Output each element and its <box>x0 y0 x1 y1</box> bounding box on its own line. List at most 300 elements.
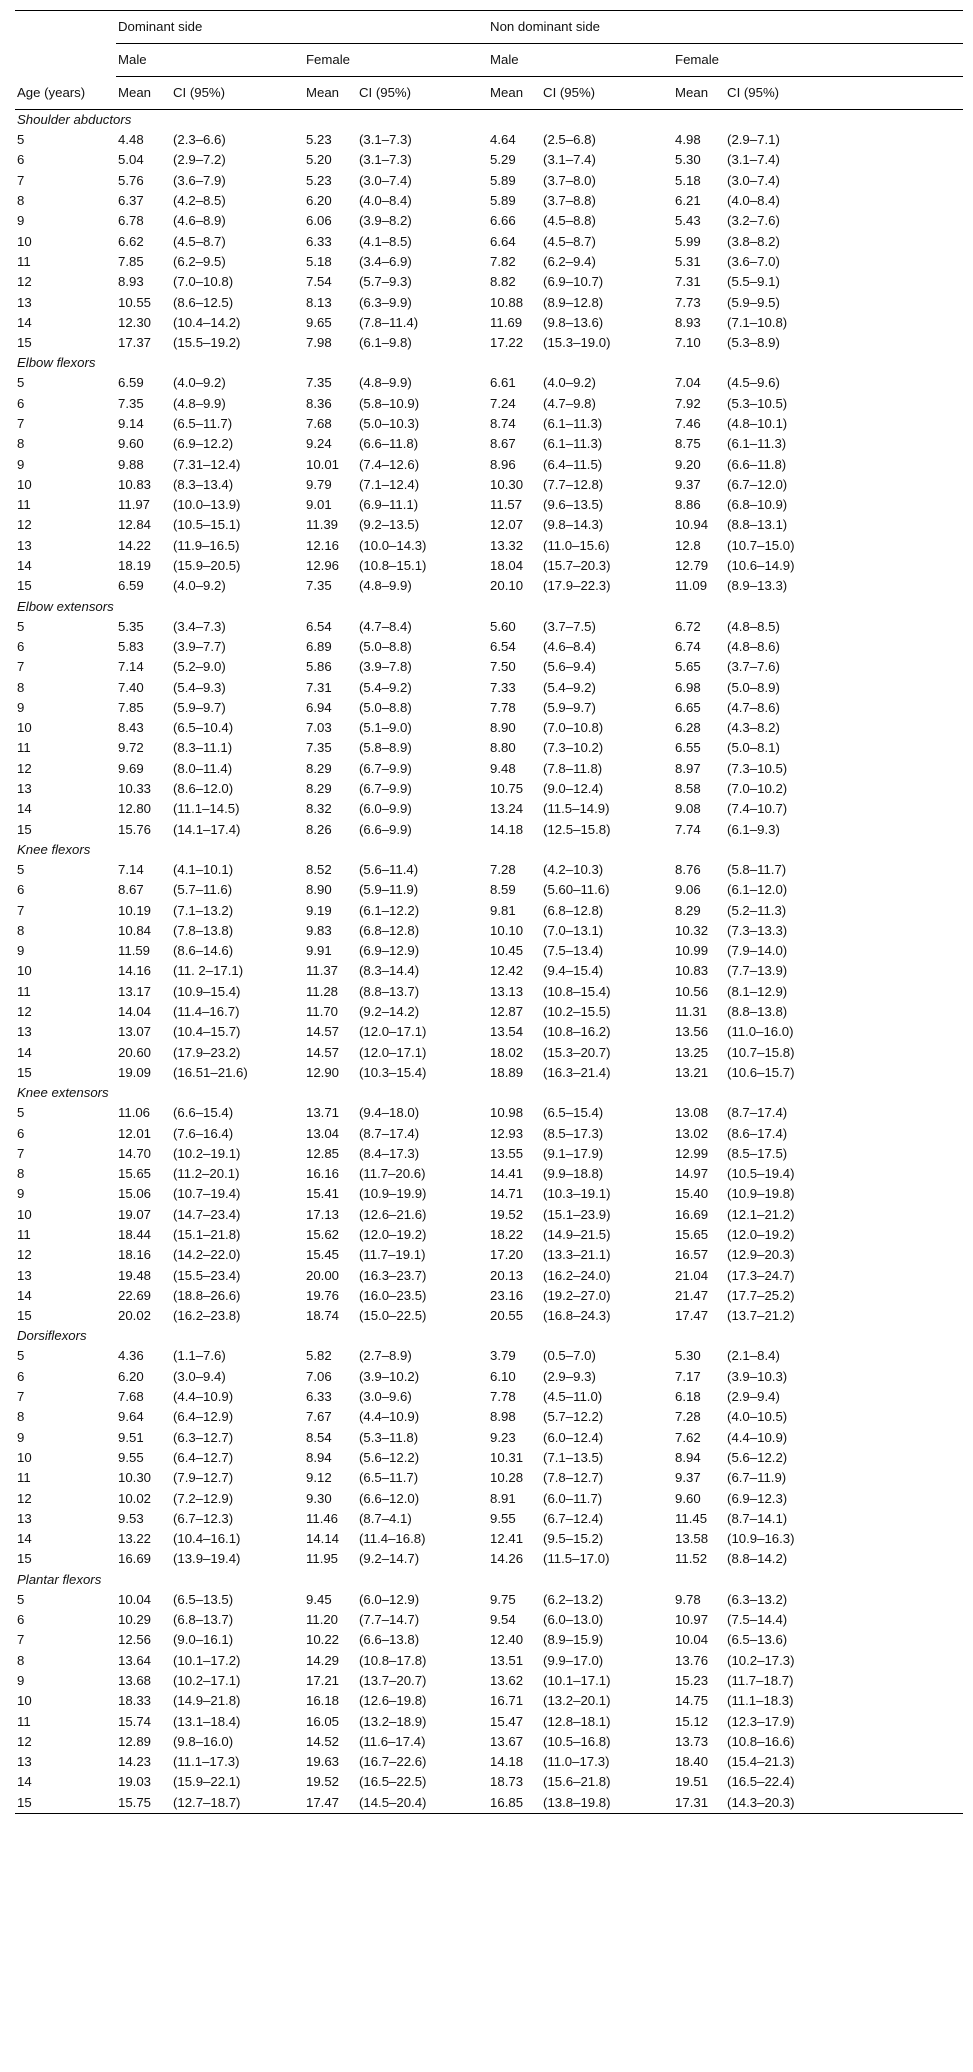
table-row <box>15 1448 963 1468</box>
table-cell: (3.0–7.4) <box>727 172 780 188</box>
header-ci: CI (95%) <box>543 85 596 100</box>
table-cell: 9.08 <box>675 801 701 817</box>
table-cell: (6.6–15.4) <box>173 1105 234 1121</box>
table-cell: 13.08 <box>675 1105 709 1121</box>
table-cell: (12.3–17.9) <box>727 1713 795 1729</box>
table-cell: 5 <box>17 1348 25 1364</box>
table-cell: 9.24 <box>306 436 332 452</box>
section-title: Shoulder abductors <box>17 112 132 127</box>
table-cell: 8.32 <box>306 801 332 817</box>
table-cell: 4.98 <box>675 132 701 148</box>
table-cell: (6.7–9.9) <box>359 760 412 776</box>
table-cell: 13 <box>17 1754 32 1770</box>
table-cell: (10.6–15.7) <box>727 1064 795 1080</box>
table-cell: 7.04 <box>675 375 701 391</box>
table-row <box>15 231 963 251</box>
table-cell: (6.5–11.7) <box>173 416 233 431</box>
table-cell: (8.7–17.4) <box>727 1105 788 1121</box>
table-cell: 21.04 <box>675 1267 709 1283</box>
table-cell: 19.51 <box>675 1774 709 1790</box>
table-cell: 9.51 <box>118 1429 144 1445</box>
table-cell: (8.6–17.4) <box>727 1125 788 1141</box>
table-cell: 13.73 <box>675 1733 709 1749</box>
table-cell: 20.13 <box>490 1267 524 1283</box>
table-row <box>15 1752 963 1772</box>
table-cell: 9.83 <box>306 922 332 938</box>
table-cell: 5.35 <box>118 618 144 634</box>
header-row-columns <box>15 77 963 110</box>
table-cell: 9.30 <box>306 1490 332 1506</box>
table-cell: 10.31 <box>490 1449 524 1465</box>
table-row <box>15 1306 963 1326</box>
table-cell: (10.8–15.1) <box>359 558 427 574</box>
table-cell: (6.9–12.3) <box>727 1490 788 1506</box>
table-cell: (11.0–17.3) <box>543 1754 610 1770</box>
table-cell: (16.5–22.4) <box>727 1774 795 1790</box>
table-cell: 8 <box>17 1652 25 1668</box>
table-cell: 10 <box>17 233 32 249</box>
table-cell: (6.9–11.1) <box>359 497 419 513</box>
table-row <box>15 1711 963 1731</box>
table-cell: 8.52 <box>306 861 332 877</box>
table-cell: 13.02 <box>675 1125 709 1141</box>
table-cell: (10.3–19.1) <box>543 1186 611 1202</box>
table-cell: 14.52 <box>306 1733 340 1749</box>
table-cell: 13.25 <box>675 1044 709 1060</box>
table-cell: (8.9–12.8) <box>543 294 604 310</box>
table-cell: 10.94 <box>675 517 709 533</box>
table-cell: (11.7–20.6) <box>359 1166 426 1182</box>
table-cell: 10.55 <box>118 294 152 310</box>
table-cell: (7.0–13.1) <box>543 922 604 938</box>
table-cell: 6.89 <box>306 638 332 654</box>
table-cell: (5.6–9.4) <box>543 659 596 675</box>
table-cell: (7.31–12.4) <box>173 456 241 472</box>
table-cell: 23.16 <box>490 1287 524 1303</box>
table-cell: 7.10 <box>675 335 701 351</box>
table-cell: (4.1–8.5) <box>359 233 412 249</box>
table-cell: 7.54 <box>306 274 332 290</box>
table-cell: (1.1–7.6) <box>173 1348 226 1364</box>
table-cell: (10.1–17.1) <box>543 1672 611 1688</box>
table-row <box>15 759 963 779</box>
table-cell: 15 <box>17 1551 32 1567</box>
table-cell: 5.82 <box>306 1348 332 1364</box>
table-cell: (7.3–10.5) <box>727 760 788 776</box>
table-cell: 6.98 <box>675 679 701 695</box>
table-cell: (7.6–16.4) <box>173 1125 234 1141</box>
table-cell: 12.30 <box>118 314 152 330</box>
table-cell: (7.5–13.4) <box>543 943 604 959</box>
table-cell: (15.9–22.1) <box>173 1774 241 1790</box>
table-cell: (8.9–13.3) <box>727 578 788 594</box>
table-cell: 17.37 <box>118 335 152 351</box>
table-cell: (9.1–17.9) <box>543 1145 604 1161</box>
table-cell: (16.2–24.0) <box>543 1267 611 1283</box>
table-row <box>15 556 963 576</box>
table-cell: 10.04 <box>675 1632 709 1648</box>
table-cell: 19.07 <box>118 1206 152 1222</box>
table-cell: 13.17 <box>118 983 152 999</box>
table-cell: 11.46 <box>306 1510 339 1526</box>
table-cell: (7.7–12.8) <box>543 476 604 492</box>
table-cell: (12.0–19.2) <box>727 1226 795 1242</box>
table-cell: 6 <box>17 1125 25 1141</box>
table-cell: (11.7–19.1) <box>359 1247 426 1263</box>
table-cell: 7.73 <box>675 294 701 310</box>
table-cell: 8.75 <box>675 436 701 452</box>
table-cell: (16.3–23.7) <box>359 1267 427 1283</box>
table-cell: (11.4–16.8) <box>359 1531 426 1547</box>
table-cell: (4.6–8.4) <box>543 638 596 654</box>
table-cell: 14 <box>17 314 32 330</box>
table-cell: (16.8–24.3) <box>543 1308 611 1324</box>
table-cell: 10.83 <box>675 963 709 979</box>
table-cell: 9.54 <box>490 1612 516 1628</box>
table-cell: 15 <box>17 578 32 594</box>
table-cell: 16.69 <box>675 1206 709 1222</box>
table-cell: (10.7–19.4) <box>173 1186 241 1202</box>
table-row <box>15 1205 963 1225</box>
table-cell: (4.0–10.5) <box>727 1409 788 1425</box>
table-cell: 8.29 <box>306 781 332 797</box>
table-row <box>15 799 963 819</box>
table-cell: 14.22 <box>118 537 152 553</box>
table-cell: (5.1–9.0) <box>359 720 412 736</box>
table-cell: 17.13 <box>306 1206 340 1222</box>
table-cell: 7 <box>17 416 25 431</box>
table-cell: (4.0–9.2) <box>173 375 226 391</box>
table-cell: (8.0–11.4) <box>173 760 233 776</box>
section-header-row <box>15 110 963 131</box>
table-cell: 9 <box>17 943 25 959</box>
table-cell: 13.51 <box>490 1652 524 1668</box>
table-cell: (5.7–9.3) <box>359 274 412 290</box>
table-cell: (6.5–13.5) <box>173 1591 234 1607</box>
table-cell: 10.98 <box>490 1105 524 1121</box>
header-dominant-side: Dominant side <box>116 11 488 44</box>
table-cell: 8 <box>17 193 25 209</box>
table-cell: (3.9–10.2) <box>359 1368 420 1384</box>
table-cell: 12 <box>17 1004 32 1020</box>
table-cell: (11.5–14.9) <box>543 801 610 817</box>
table-cell: 10.04 <box>118 1591 152 1607</box>
table-cell: (11.2–20.1) <box>173 1166 240 1182</box>
section-title: Elbow flexors <box>17 355 96 371</box>
table-cell: (4.4–10.9) <box>173 1389 234 1405</box>
table-cell: 13 <box>17 781 32 797</box>
table-cell: 13.68 <box>118 1672 152 1688</box>
table-cell: (5.9–9.7) <box>173 699 226 715</box>
table-cell: 8.29 <box>306 760 332 776</box>
table-cell: 14.57 <box>306 1024 340 1040</box>
table-row <box>15 941 963 961</box>
table-cell: (7.1–12.4) <box>359 476 420 492</box>
table-row <box>15 292 963 312</box>
section-title: Dorsiflexors <box>17 1328 87 1344</box>
table-cell: 6.55 <box>675 740 701 756</box>
table-cell: 5.60 <box>490 618 516 634</box>
table-cell: 6.94 <box>306 699 332 715</box>
table-cell: 6.62 <box>118 233 144 249</box>
table-cell: (6.1–11.3) <box>543 436 603 452</box>
table-row <box>15 1671 963 1691</box>
table-cell: (10.7–15.8) <box>727 1044 795 1060</box>
table-cell: 20.02 <box>118 1308 152 1324</box>
table-cell: 8.76 <box>675 861 701 877</box>
table-cell: (2.7–8.9) <box>359 1348 412 1364</box>
table-cell: (10.1–17.2) <box>173 1652 241 1668</box>
table-cell: 11.06 <box>118 1105 151 1121</box>
table-cell: 5.20 <box>306 152 332 168</box>
table-cell: 11.69 <box>490 314 523 330</box>
table-cell: (10.8–16.2) <box>543 1024 611 1040</box>
table-row <box>15 657 963 677</box>
table-cell: 10.28 <box>490 1470 524 1486</box>
table-row <box>15 191 963 211</box>
header-mean: Mean <box>118 85 151 100</box>
table-cell: 9.06 <box>675 882 701 898</box>
table-cell: (9.0–16.1) <box>173 1632 234 1648</box>
table-cell: 12 <box>17 1490 32 1506</box>
table-cell: (9.0–12.4) <box>543 781 604 797</box>
table-cell: 12.89 <box>118 1733 152 1749</box>
table-cell: 9.01 <box>306 497 332 513</box>
table-cell: 10.99 <box>675 943 709 959</box>
table-cell: 13.64 <box>118 1652 152 1668</box>
table-cell: (19.2–27.0) <box>543 1287 611 1303</box>
table-cell: 8.98 <box>490 1409 516 1425</box>
table-cell: 7 <box>17 172 25 188</box>
table-cell: (8.9–15.9) <box>543 1632 604 1648</box>
table-cell: 12.41 <box>490 1531 524 1547</box>
table-cell: 15 <box>17 335 32 351</box>
table-cell: (4.5–8.7) <box>543 233 596 249</box>
table-cell: 5.23 <box>306 172 332 188</box>
table-cell: (5.8–11.7) <box>727 861 787 877</box>
table-cell: 12.96 <box>306 558 340 574</box>
table-row <box>15 961 963 981</box>
table-cell: 12.40 <box>490 1632 524 1648</box>
table-cell: (3.7–7.5) <box>543 618 596 634</box>
table-cell: (6.9–12.2) <box>173 436 234 452</box>
table-cell: (3.2–7.6) <box>727 213 780 229</box>
table-cell: 6.33 <box>306 1389 332 1405</box>
table-row <box>15 515 963 535</box>
table-cell: 4.48 <box>118 132 144 148</box>
table-cell: 9.14 <box>118 416 144 431</box>
table-cell: (4.5–8.7) <box>173 233 226 249</box>
table-cell: (6.0–13.0) <box>543 1612 604 1628</box>
table-cell: 8.86 <box>675 497 701 513</box>
table-cell: (5.9–9.5) <box>727 294 780 310</box>
table-cell: (13.1–18.4) <box>173 1713 241 1729</box>
table-cell: (5.0–8.1) <box>727 740 780 756</box>
table-cell: (4.5–9.6) <box>727 375 780 391</box>
table-cell: 8 <box>17 1409 25 1425</box>
table-cell: (8.4–17.3) <box>359 1145 420 1161</box>
table-cell: 8.93 <box>118 274 144 290</box>
table-cell: 9.72 <box>118 740 144 756</box>
table-cell: 5 <box>17 1591 25 1607</box>
table-cell: (10.5–19.4) <box>727 1166 795 1182</box>
table-cell: (15.5–19.2) <box>173 335 241 351</box>
table-cell: 7.78 <box>490 699 516 715</box>
table-cell: 14.57 <box>306 1044 340 1060</box>
table-row <box>15 1346 963 1366</box>
table-cell: (6.7–11.9) <box>727 1470 787 1486</box>
table-cell: 19.09 <box>118 1064 152 1080</box>
table-cell: (7.8–11.8) <box>543 760 603 776</box>
table-cell: (10.2–17.1) <box>173 1672 241 1688</box>
table-cell: (10.2–15.5) <box>543 1004 611 1020</box>
table-row <box>15 779 963 799</box>
header-row-side <box>15 11 963 44</box>
table-cell: 7.98 <box>306 335 332 351</box>
table-cell: 15.65 <box>675 1226 709 1242</box>
table-cell: (8.8–13.8) <box>727 1004 788 1020</box>
table-cell: (4.7–8.4) <box>359 618 412 634</box>
table-cell: 9.37 <box>675 1470 701 1486</box>
table-cell: 14.18 <box>490 821 524 837</box>
table-cell: (6.6–12.0) <box>359 1490 420 1506</box>
table-row <box>15 252 963 272</box>
table-cell: (6.0–9.9) <box>359 801 412 817</box>
table-cell: 12.56 <box>118 1632 152 1648</box>
table-cell: 7.40 <box>118 679 144 695</box>
table-cell: 8.80 <box>490 740 516 756</box>
table-cell: 5.18 <box>306 253 332 269</box>
table-cell: (3.8–8.2) <box>727 233 780 249</box>
table-cell: 11.57 <box>490 497 523 513</box>
table-cell: (10.9–19.8) <box>727 1186 795 1202</box>
table-cell: (3.9–7.7) <box>173 638 226 654</box>
table-cell: (7.0–10.8) <box>173 274 234 290</box>
table-row <box>15 718 963 738</box>
table-row <box>15 1103 963 1123</box>
table-cell: 13.22 <box>118 1531 152 1547</box>
table-cell: 14.97 <box>675 1166 709 1182</box>
table-cell: 15 <box>17 1064 32 1080</box>
table-row <box>15 1732 963 1752</box>
table-cell: 7 <box>17 1145 25 1161</box>
table-cell: 7 <box>17 902 25 918</box>
table-cell: (2.9–9.3) <box>543 1368 596 1384</box>
table-cell: (9.2–14.2) <box>359 1004 420 1020</box>
table-cell: (4.1–10.1) <box>173 861 234 877</box>
table-cell: (4.8–9.9) <box>173 395 226 411</box>
table-cell: (10.2–19.1) <box>173 1145 241 1161</box>
table-cell: 13.71 <box>306 1105 340 1121</box>
table-cell: 15.12 <box>675 1713 709 1729</box>
header-blank <box>15 44 116 77</box>
table-cell: 18.73 <box>490 1774 524 1790</box>
table-cell: 9.23 <box>490 1429 516 1445</box>
table-cell: 15.75 <box>116 1793 171 1814</box>
table-cell: (8.5–17.3) <box>543 1125 604 1141</box>
table-cell: (12.7–18.7) <box>171 1793 304 1814</box>
table-cell: (6.8–12.8) <box>543 902 604 918</box>
table-cell: (4.6–8.9) <box>173 213 226 229</box>
table-row <box>15 211 963 231</box>
table-cell: (11.6–17.4) <box>359 1733 426 1749</box>
table-cell: (5.9–11.9) <box>359 882 419 898</box>
table-cell: 9.69 <box>118 760 144 776</box>
table-cell: (7.8–13.8) <box>173 922 234 938</box>
table-cell: 12 <box>17 1733 32 1749</box>
table-cell: (16.51–21.6) <box>173 1064 248 1080</box>
table-cell: (10.9–15.4) <box>173 983 241 999</box>
table-cell: (7.0–10.8) <box>543 720 604 736</box>
table-cell: (10.8–16.6) <box>727 1733 795 1749</box>
table-cell: (6.6–11.8) <box>359 436 419 452</box>
table-cell: (5.5–9.1) <box>727 274 780 290</box>
table-row <box>15 1225 963 1245</box>
table-cell: (3.0–9.6) <box>359 1389 412 1405</box>
table-cell: 11.70 <box>306 1004 339 1020</box>
table-cell: 6.06 <box>306 213 332 229</box>
table-cell: (6.9–12.9) <box>359 943 420 959</box>
table-cell: 8.94 <box>306 1449 332 1465</box>
table-cell: (5.4–9.2) <box>359 679 412 695</box>
table-row <box>15 130 963 150</box>
table-cell: 9 <box>17 1186 25 1202</box>
table-row <box>15 860 963 880</box>
table-cell: (10.8–15.4) <box>543 983 611 999</box>
table-cell: (8.8–13.1) <box>727 517 788 533</box>
table-cell: 7.68 <box>306 416 332 431</box>
table-cell: 4.64 <box>490 132 516 148</box>
table-cell: 17.31 <box>673 1793 725 1814</box>
table-cell: 6.21 <box>675 193 701 209</box>
table-cell: (4.8–9.9) <box>359 578 412 594</box>
table-cell: (6.2–13.2) <box>543 1591 604 1607</box>
table-cell: 17.20 <box>490 1247 524 1263</box>
table-row <box>15 1265 963 1285</box>
table-cell: 15.74 <box>118 1713 152 1729</box>
table-cell: 12 <box>17 274 32 290</box>
table-row <box>15 475 963 495</box>
table-row <box>15 1123 963 1143</box>
table-cell: 5.86 <box>306 659 332 675</box>
table-row <box>15 1042 963 1062</box>
table-row <box>15 1428 963 1448</box>
table-row <box>15 900 963 920</box>
table-cell: 8.67 <box>490 436 516 452</box>
table-cell: (13.3–21.1) <box>543 1247 611 1263</box>
section-title: Elbow extensors <box>17 598 114 614</box>
table-cell: 6.59 <box>118 578 144 594</box>
table-cell: 11.59 <box>118 943 151 959</box>
table-cell: (6.4–12.9) <box>173 1409 234 1425</box>
table-cell: (6.5–10.4) <box>173 720 234 736</box>
table-cell: (13.9–19.4) <box>173 1551 241 1567</box>
table-cell: 14 <box>17 1287 32 1303</box>
table-cell: (8.3–14.4) <box>359 963 420 979</box>
table-cell: (10.3–15.4) <box>359 1064 427 1080</box>
table-row <box>15 1367 963 1387</box>
table-cell: 9.37 <box>675 476 701 492</box>
table-cell: 10.22 <box>306 1632 340 1648</box>
table-cell: 5 <box>17 132 25 148</box>
header-blank <box>15 11 116 44</box>
table-cell: 11.31 <box>675 1004 708 1020</box>
table-cell: (6.9–10.7) <box>543 274 604 290</box>
table-cell: 7 <box>17 1632 25 1648</box>
table-cell: 11.45 <box>675 1510 708 1526</box>
table-cell: 12 <box>17 517 32 533</box>
table-row <box>15 434 963 454</box>
